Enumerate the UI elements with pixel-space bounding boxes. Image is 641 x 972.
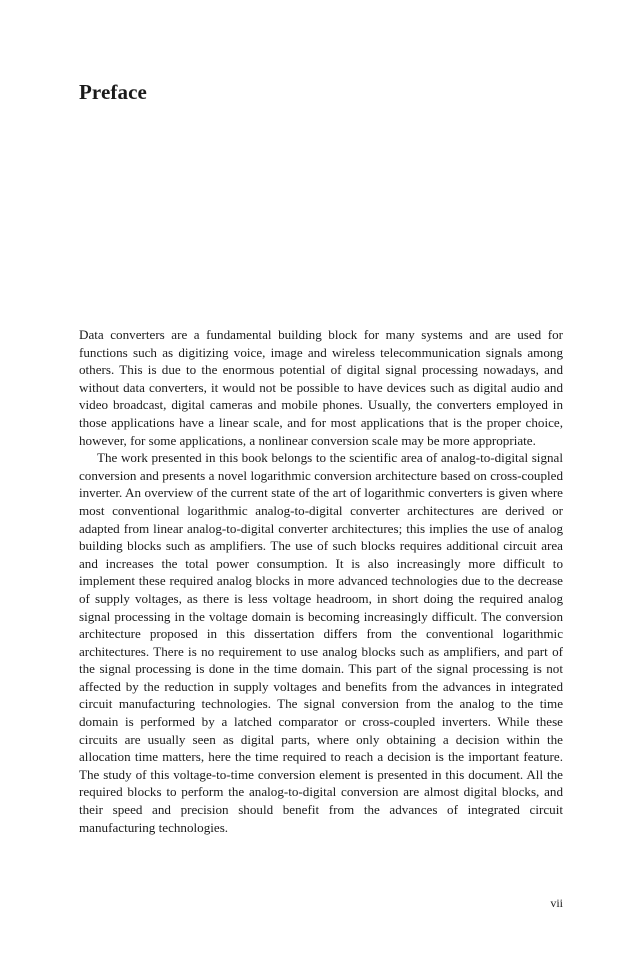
preface-body [79, 326, 563, 836]
page-number: vii [550, 896, 563, 910]
page-title: Preface [79, 80, 147, 104]
paragraph-intro: Data converters are a fundamental building block for many systems and are used for functions such as digitizing voice, image and wireless telecommunication signals among others. This is due to the enormous potential of digital signal processing nowadays, and without data converters, it would not be possible to have devices such as digital audio and video broadcast, digital cameras and mobile phones. Usually, the converters employed in those applications have a linear scale, and for most applications that is the proper choice, however, for some applications, a nonlinear conversion scale may be more appropriate. [79, 327, 563, 448]
paragraph-work-presented: The work presented in this book belongs to the scientific area of analog-to-digital signal conversion and presents a novel logarithmic conversion architecture based on cross-coupled inverter. An overview of the current state of the art of logarithmic converters is given where most conventional logarithmic analog-to-digital converter architectures are derived or adapted from linear analog-to-digital converter architectures; this implies the use of analog building blocks such as amplifiers. The use of such blocks requires additional circuit area and increases the total power consumption. It is also increasingly more difficult to implement these required analog blocks in more advanced technologies due to the decrease of supply voltages, as there is less voltage headroom, in short doing the required analog signal processing in the voltage domain is becoming increasingly difficult. The conversion architecture proposed in this dissertation differs from the conventional logarithmic architectures. There is no requirement to use analog blocks such as amplifiers, and part of the signal processing is done in the time domain. This part of the signal processing is not affected by the reduction in supply voltages and benefits from the advances in integrated circuit manufacturing technologies. The signal conversion from the analog to the time domain is performed by a latched comparator or cross-coupled inverters. While these circuits are usually seen as digital parts, where only obtaining a decision within the allocation time matters, here the time required to reach a decision is the important feature. The study of this voltage-to-time conversion element is presented in this document. All the required blocks to perform the analog-to-digital conversion are almost digital blocks, and their speed and precision should benefit from the advances of integrated circuit manufacturing technologies. [79, 450, 563, 835]
